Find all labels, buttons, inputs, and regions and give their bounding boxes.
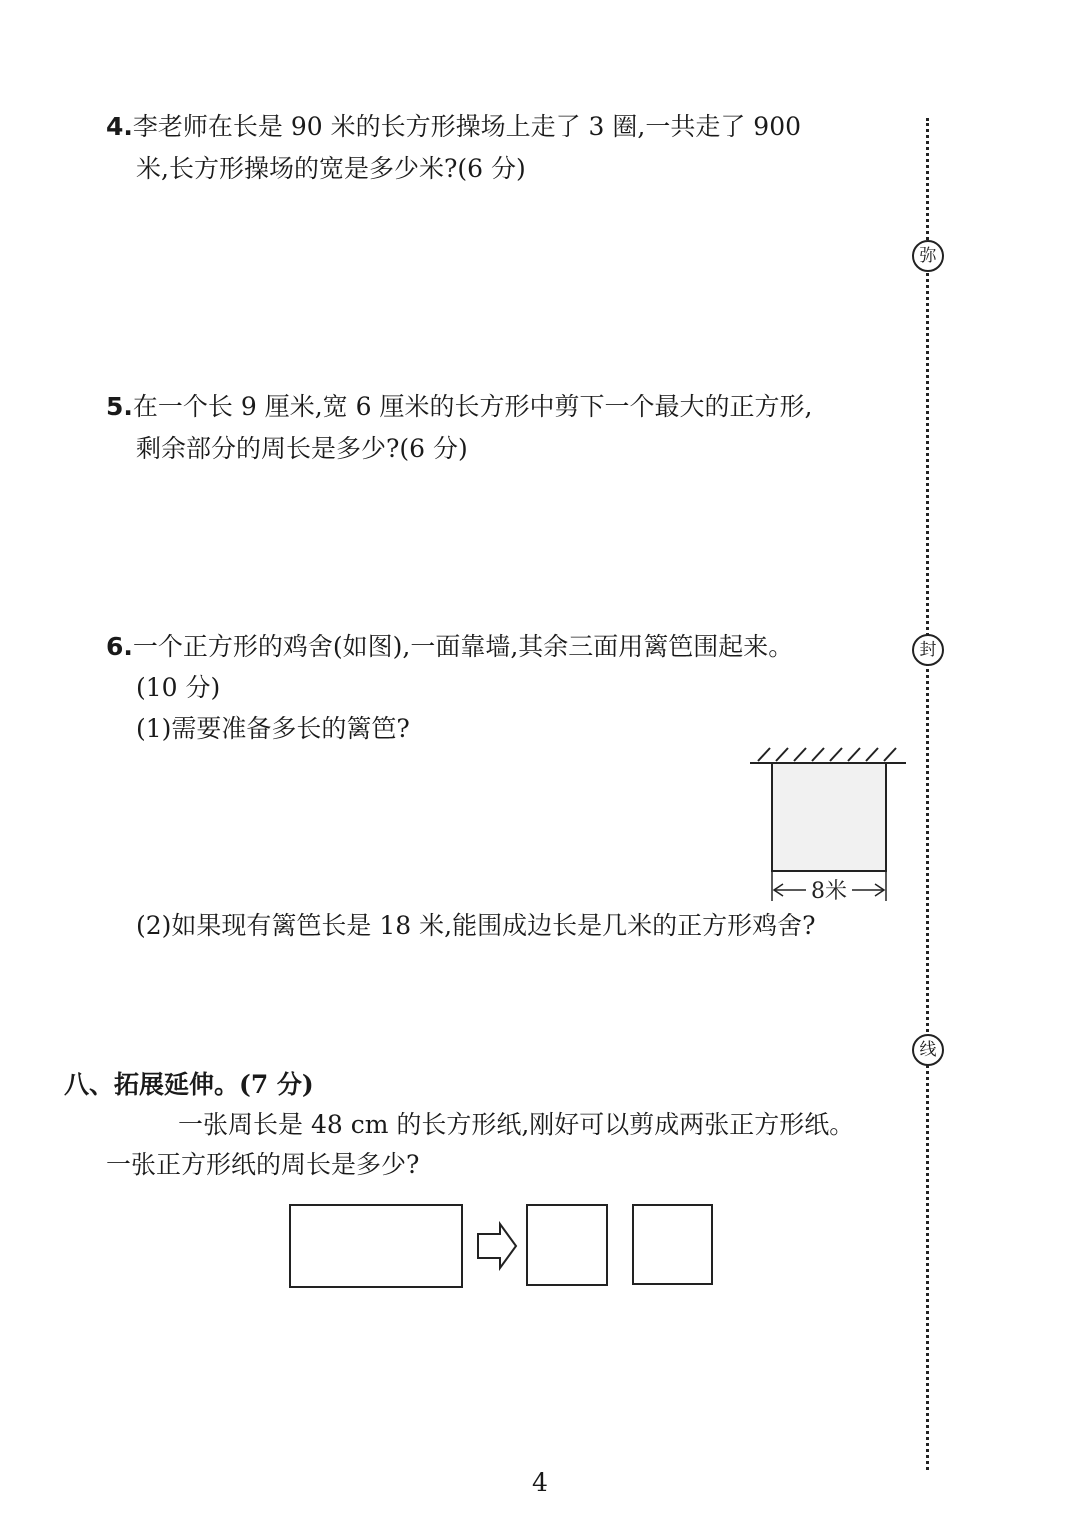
q6-text-1: 一个正方形的鸡舍(如图),一面靠墙,其余三面用篱笆围起来。 bbox=[132, 632, 794, 661]
q6-line-1 bbox=[106, 630, 793, 664]
q4-text-1: 李老师在长是 90 米的长方形操场上走了 3 圈,一共走了 900 bbox=[132, 112, 802, 141]
binding-dotted-line bbox=[926, 118, 929, 1470]
q5-line-1 bbox=[106, 390, 812, 424]
q5-number: 5. bbox=[106, 392, 133, 421]
q5-text-1: 在一个长 9 厘米,宽 6 厘米的长方形中剪下一个最大的正方形, bbox=[132, 392, 813, 421]
binding-mark-feng: 封 bbox=[912, 634, 944, 666]
q6-sub-question-1: (1)需要准备多长的篱笆? bbox=[136, 714, 410, 743]
coop-figure bbox=[750, 745, 910, 905]
wall bbox=[750, 748, 906, 763]
page-number: 4 bbox=[532, 1468, 548, 1497]
coop-side-label: 8米 bbox=[811, 879, 847, 904]
section-8-line-1: 一张周长是 48 cm 的长方形纸,刚好可以剪成两张正方形纸。 bbox=[178, 1110, 855, 1139]
section-8-line-2: 一张正方形纸的周长是多少? bbox=[106, 1150, 420, 1179]
binding-mark-mi: 弥 bbox=[912, 240, 944, 272]
q4-line-2: 米,长方形操场的宽是多少米?(6 分) bbox=[136, 154, 526, 183]
q4-line-1 bbox=[106, 110, 801, 144]
square-paper-2 bbox=[633, 1205, 712, 1284]
q6-sub-question-2: (2)如果现有篱笆长是 18 米,能围成边长是几米的正方形鸡舍? bbox=[136, 911, 816, 940]
paper-cut-figure bbox=[288, 1202, 718, 1292]
coop-square bbox=[772, 763, 886, 871]
section-8-heading: 八、拓展延伸。(7 分) bbox=[64, 1070, 314, 1099]
square-paper-1 bbox=[527, 1205, 607, 1285]
q4-number: 4. bbox=[106, 112, 133, 141]
q5-line-2: 剩余部分的周长是多少?(6 分) bbox=[136, 434, 468, 463]
binding-mark-xian: 线 bbox=[912, 1034, 944, 1066]
arrow-icon bbox=[478, 1224, 516, 1268]
rectangle-paper bbox=[290, 1205, 462, 1287]
q6-number: 6. bbox=[106, 632, 133, 661]
q6-line-2: (10 分) bbox=[136, 673, 221, 702]
